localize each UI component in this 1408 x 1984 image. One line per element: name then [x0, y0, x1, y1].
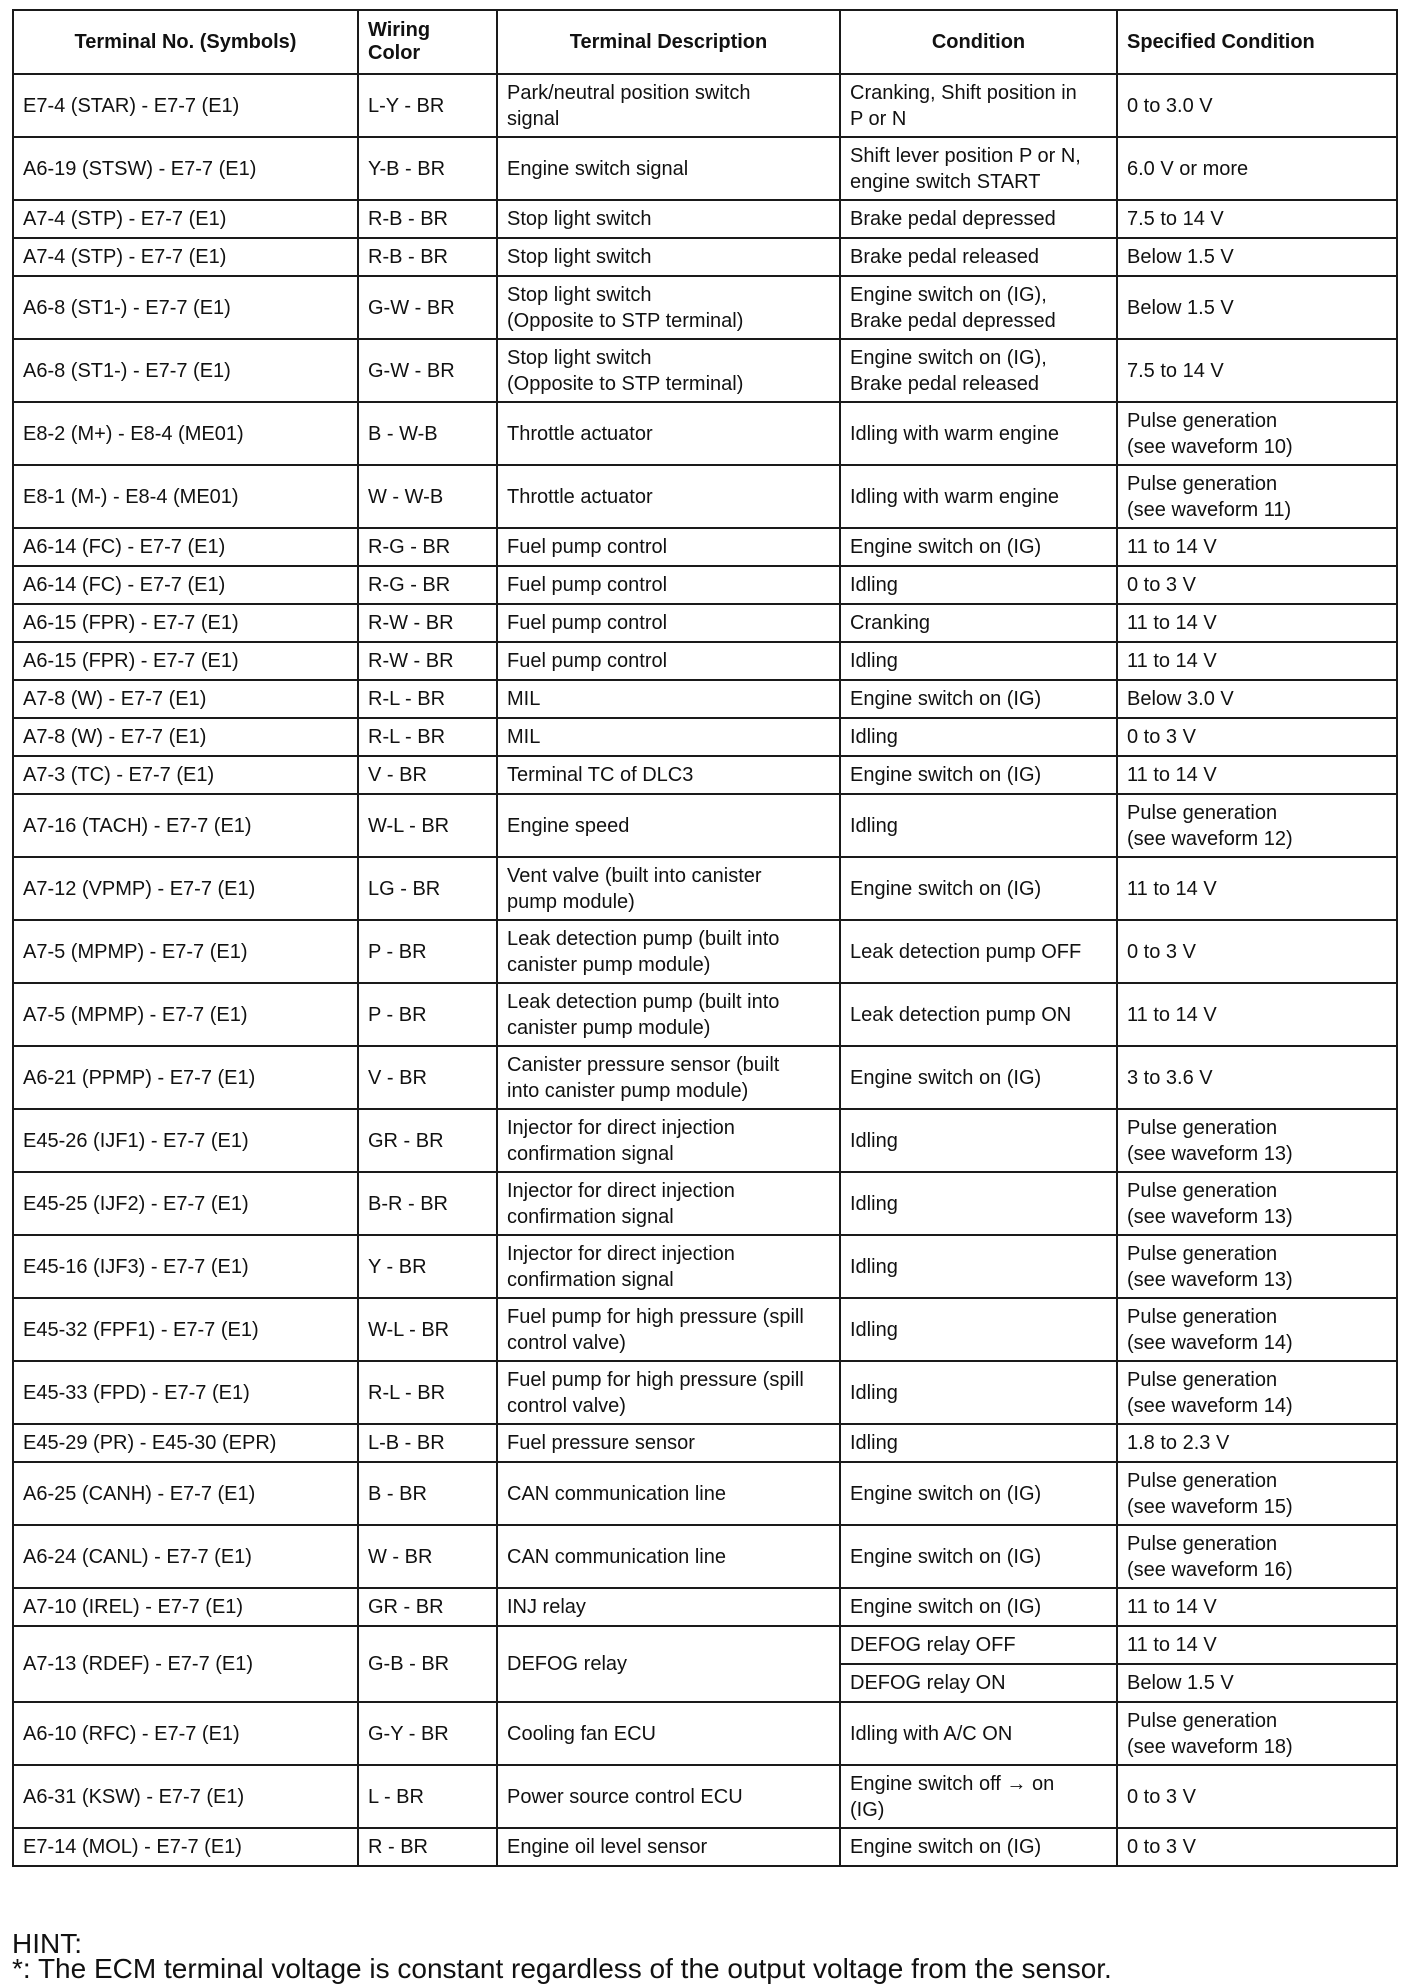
cell-description: Fuel pump control	[497, 566, 840, 604]
cell-condition: Cranking	[840, 604, 1117, 642]
table-row	[13, 1424, 1397, 1462]
cell-wiring: G-W - BR	[358, 339, 497, 402]
table-row	[13, 1298, 1397, 1361]
table-row	[13, 642, 1397, 680]
cell-terminal: A6-15 (FPR) - E7-7 (E1)	[13, 642, 358, 680]
cell-condition: Idling	[840, 566, 1117, 604]
cell-condition: Idling with warm engine	[840, 465, 1117, 528]
table-row	[13, 339, 1397, 402]
cell-specified: 0 to 3 V	[1117, 1828, 1397, 1866]
table-row	[13, 402, 1397, 465]
cell-description: Throttle actuator	[497, 465, 840, 528]
table-row	[13, 1046, 1397, 1109]
cell-wiring: W - BR	[358, 1525, 497, 1588]
cell-terminal: A6-14 (FC) - E7-7 (E1)	[13, 566, 358, 604]
cell-condition: Engine switch on (IG)	[840, 1525, 1117, 1588]
header-description: Terminal Description	[497, 10, 840, 74]
cell-wiring: L - BR	[358, 1765, 497, 1828]
cell-wiring: B - W-B	[358, 402, 497, 465]
cell-description: MIL	[497, 718, 840, 756]
cell-condition: Engine switch off → on (IG)	[840, 1765, 1117, 1828]
cell-terminal: A6-8 (ST1-) - E7-7 (E1)	[13, 339, 358, 402]
header-wiring-color: Wiring Color	[358, 10, 497, 74]
table-row	[13, 238, 1397, 276]
cell-condition: Idling	[840, 1109, 1117, 1172]
table-row	[13, 1765, 1397, 1828]
cell-wiring: R-B - BR	[358, 200, 497, 238]
cell-description: MIL	[497, 680, 840, 718]
table-row	[13, 137, 1397, 200]
cell-terminal: A7-13 (RDEF) - E7-7 (E1)	[13, 1626, 358, 1702]
cell-wiring: R-G - BR	[358, 566, 497, 604]
cell-terminal: E45-33 (FPD) - E7-7 (E1)	[13, 1361, 358, 1424]
cell-specified: 11 to 14 V	[1117, 1588, 1397, 1626]
table-row	[13, 1235, 1397, 1298]
table-row	[13, 983, 1397, 1046]
cell-terminal: A7-3 (TC) - E7-7 (E1)	[13, 756, 358, 794]
cell-wiring: Y-B - BR	[358, 137, 497, 200]
cell-description: Engine switch signal	[497, 137, 840, 200]
cell-condition: Engine switch on (IG)	[840, 1462, 1117, 1525]
cell-wiring: L-Y - BR	[358, 74, 497, 137]
table-row	[13, 1626, 1397, 1664]
cell-wiring: W - W-B	[358, 465, 497, 528]
cell-terminal: E8-1 (M-) - E8-4 (ME01)	[13, 465, 358, 528]
cell-specified: 0 to 3 V	[1117, 1765, 1397, 1828]
cell-wiring: W-L - BR	[358, 1298, 497, 1361]
cell-wiring: G-B - BR	[358, 1626, 497, 1702]
table-row	[13, 200, 1397, 238]
table-row	[13, 604, 1397, 642]
cell-specified: 11 to 14 V	[1117, 642, 1397, 680]
cell-specified: 1.8 to 2.3 V	[1117, 1424, 1397, 1462]
cell-specified: 11 to 14 V	[1117, 1626, 1397, 1664]
cell-description: Injector for direct injection confirmation signal	[497, 1235, 840, 1298]
cell-terminal: A6-21 (PPMP) - E7-7 (E1)	[13, 1046, 358, 1109]
cell-condition: Engine switch on (IG)	[840, 1588, 1117, 1626]
cell-wiring: GR - BR	[358, 1588, 497, 1626]
cell-condition: Idling with warm engine	[840, 402, 1117, 465]
cell-condition: Engine switch on (IG)	[840, 857, 1117, 920]
table-body	[13, 74, 1397, 1866]
cell-specified: Pulse generation (see waveform 13)	[1117, 1172, 1397, 1235]
cell-terminal: A7-5 (MPMP) - E7-7 (E1)	[13, 920, 358, 983]
cell-condition: Shift lever position P or N, engine switch START	[840, 137, 1117, 200]
table-row	[13, 680, 1397, 718]
table-row	[13, 1525, 1397, 1588]
cell-condition: DEFOG relay ON	[840, 1664, 1117, 1702]
cell-condition: Engine switch on (IG), Brake pedal depressed	[840, 276, 1117, 339]
cell-description: DEFOG relay	[497, 1626, 840, 1702]
cell-wiring: R-L - BR	[358, 1361, 497, 1424]
cell-wiring: G-Y - BR	[358, 1702, 497, 1765]
cell-specified: Pulse generation (see waveform 11)	[1117, 465, 1397, 528]
table-row	[13, 794, 1397, 857]
cell-description: Fuel pump control	[497, 642, 840, 680]
cell-description: Cooling fan ECU	[497, 1702, 840, 1765]
cell-specified: 7.5 to 14 V	[1117, 200, 1397, 238]
cell-specified: 0 to 3 V	[1117, 718, 1397, 756]
cell-specified: 3 to 3.6 V	[1117, 1046, 1397, 1109]
cell-specified: 6.0 V or more	[1117, 137, 1397, 200]
table-row	[13, 1462, 1397, 1525]
cell-terminal: A6-10 (RFC) - E7-7 (E1)	[13, 1702, 358, 1765]
cell-specified: Pulse generation (see waveform 15)	[1117, 1462, 1397, 1525]
hint-note: *: The ECM terminal voltage is constant regardless of the output voltage from the sensor.	[12, 1953, 1112, 1984]
cell-terminal: A6-15 (FPR) - E7-7 (E1)	[13, 604, 358, 642]
table-row	[13, 465, 1397, 528]
cell-terminal: A7-10 (IREL) - E7-7 (E1)	[13, 1588, 358, 1626]
cell-specified: Pulse generation (see waveform 14)	[1117, 1298, 1397, 1361]
cell-specified: 11 to 14 V	[1117, 604, 1397, 642]
cell-condition: Idling	[840, 1172, 1117, 1235]
table-header-row	[13, 10, 1397, 74]
cell-condition: Idling	[840, 718, 1117, 756]
cell-wiring: P - BR	[358, 920, 497, 983]
cell-specified: Pulse generation (see waveform 16)	[1117, 1525, 1397, 1588]
cell-wiring: R-L - BR	[358, 680, 497, 718]
cell-terminal: A6-31 (KSW) - E7-7 (E1)	[13, 1765, 358, 1828]
cell-terminal: E7-4 (STAR) - E7-7 (E1)	[13, 74, 358, 137]
table-row	[13, 528, 1397, 566]
cell-description: Power source control ECU	[497, 1765, 840, 1828]
cell-description: Fuel pump for high pressure (spill control valve)	[497, 1298, 840, 1361]
header-specified-condition: Specified Condition	[1117, 10, 1397, 74]
cell-description: Stop light switch (Opposite to STP terminal)	[497, 276, 840, 339]
table-row	[13, 718, 1397, 756]
cell-terminal: A7-8 (W) - E7-7 (E1)	[13, 680, 358, 718]
table-row	[13, 1172, 1397, 1235]
cell-condition: Engine switch on (IG)	[840, 680, 1117, 718]
cell-condition: Engine switch on (IG)	[840, 1046, 1117, 1109]
cell-terminal: A7-4 (STP) - E7-7 (E1)	[13, 238, 358, 276]
header-condition: Condition	[840, 10, 1117, 74]
cell-description: Stop light switch	[497, 238, 840, 276]
cell-condition: Engine switch on (IG)	[840, 528, 1117, 566]
cell-specified: Pulse generation (see waveform 13)	[1117, 1109, 1397, 1172]
cell-description: Throttle actuator	[497, 402, 840, 465]
cell-specified: 7.5 to 14 V	[1117, 339, 1397, 402]
cell-specified: 11 to 14 V	[1117, 857, 1397, 920]
cell-terminal: E45-29 (PR) - E45-30 (EPR)	[13, 1424, 358, 1462]
cell-specified: 0 to 3 V	[1117, 920, 1397, 983]
cell-description: Stop light switch (Opposite to STP terminal)	[497, 339, 840, 402]
cell-wiring: B - BR	[358, 1462, 497, 1525]
cell-terminal: A6-19 (STSW) - E7-7 (E1)	[13, 137, 358, 200]
cell-description: Leak detection pump (built into canister pump module)	[497, 983, 840, 1046]
cell-wiring: P - BR	[358, 983, 497, 1046]
cell-specified: 11 to 14 V	[1117, 983, 1397, 1046]
cell-condition: Cranking, Shift position in P or N	[840, 74, 1117, 137]
table-row	[13, 1702, 1397, 1765]
cell-specified: 11 to 14 V	[1117, 756, 1397, 794]
cell-condition: Idling	[840, 794, 1117, 857]
cell-wiring: R-G - BR	[358, 528, 497, 566]
cell-wiring: Y - BR	[358, 1235, 497, 1298]
table-row	[13, 1361, 1397, 1424]
cell-specified: Pulse generation (see waveform 10)	[1117, 402, 1397, 465]
cell-terminal: A7-5 (MPMP) - E7-7 (E1)	[13, 983, 358, 1046]
ecm-terminal-table	[12, 9, 1398, 1867]
cell-description: Stop light switch	[497, 200, 840, 238]
cell-description: Injector for direct injection confirmation signal	[497, 1109, 840, 1172]
cell-terminal: E45-25 (IJF2) - E7-7 (E1)	[13, 1172, 358, 1235]
cell-description: Fuel pump control	[497, 604, 840, 642]
cell-specified: 0 to 3.0 V	[1117, 74, 1397, 137]
cell-condition: Brake pedal depressed	[840, 200, 1117, 238]
cell-description: Engine speed	[497, 794, 840, 857]
cell-terminal: A7-4 (STP) - E7-7 (E1)	[13, 200, 358, 238]
cell-condition: Idling with A/C ON	[840, 1702, 1117, 1765]
cell-specified: 0 to 3 V	[1117, 566, 1397, 604]
table-row	[13, 756, 1397, 794]
cell-terminal: E8-2 (M+) - E8-4 (ME01)	[13, 402, 358, 465]
cell-terminal: A6-14 (FC) - E7-7 (E1)	[13, 528, 358, 566]
cell-wiring: LG - BR	[358, 857, 497, 920]
cell-wiring: R-B - BR	[358, 238, 497, 276]
cell-specified: Below 1.5 V	[1117, 1664, 1397, 1702]
cell-description: CAN communication line	[497, 1462, 840, 1525]
cell-terminal: E45-32 (FPF1) - E7-7 (E1)	[13, 1298, 358, 1361]
cell-condition: Leak detection pump ON	[840, 983, 1117, 1046]
cell-specified: Pulse generation (see waveform 13)	[1117, 1235, 1397, 1298]
cell-description: Terminal TC of DLC3	[497, 756, 840, 794]
cell-wiring: R - BR	[358, 1828, 497, 1866]
cell-description: Leak detection pump (built into canister pump module)	[497, 920, 840, 983]
table-row	[13, 1588, 1397, 1626]
cell-condition: Idling	[840, 1361, 1117, 1424]
cell-wiring: G-W - BR	[358, 276, 497, 339]
cell-specified: Pulse generation (see waveform 18)	[1117, 1702, 1397, 1765]
cell-description: Injector for direct injection confirmation signal	[497, 1172, 840, 1235]
cell-description: Canister pressure sensor (built into canister pump module)	[497, 1046, 840, 1109]
cell-terminal: A7-8 (W) - E7-7 (E1)	[13, 718, 358, 756]
table-row	[13, 920, 1397, 983]
table-row	[13, 1828, 1397, 1866]
cell-wiring: R-W - BR	[358, 642, 497, 680]
cell-description: Fuel pressure sensor	[497, 1424, 840, 1462]
cell-wiring: L-B - BR	[358, 1424, 497, 1462]
cell-condition: Engine switch on (IG)	[840, 1828, 1117, 1866]
cell-specified: 11 to 14 V	[1117, 528, 1397, 566]
cell-condition: Idling	[840, 1235, 1117, 1298]
cell-wiring: R-L - BR	[358, 718, 497, 756]
table-row	[13, 566, 1397, 604]
cell-condition: DEFOG relay OFF	[840, 1626, 1117, 1664]
table-row	[13, 276, 1397, 339]
cell-condition: Leak detection pump OFF	[840, 920, 1117, 983]
table-row	[13, 74, 1397, 137]
cell-specified: Below 1.5 V	[1117, 238, 1397, 276]
cell-terminal: A7-12 (VPMP) - E7-7 (E1)	[13, 857, 358, 920]
cell-wiring: GR - BR	[358, 1109, 497, 1172]
cell-description: Fuel pump for high pressure (spill control valve)	[497, 1361, 840, 1424]
cell-specified: Pulse generation (see waveform 12)	[1117, 794, 1397, 857]
cell-description: CAN communication line	[497, 1525, 840, 1588]
cell-condition: Idling	[840, 1424, 1117, 1462]
cell-wiring: W-L - BR	[358, 794, 497, 857]
table-row	[13, 1109, 1397, 1172]
cell-terminal: E7-14 (MOL) - E7-7 (E1)	[13, 1828, 358, 1866]
cell-wiring: B-R - BR	[358, 1172, 497, 1235]
cell-terminal: A6-24 (CANL) - E7-7 (E1)	[13, 1525, 358, 1588]
cell-wiring: V - BR	[358, 1046, 497, 1109]
cell-terminal: E45-26 (IJF1) - E7-7 (E1)	[13, 1109, 358, 1172]
cell-condition: Engine switch on (IG), Brake pedal released	[840, 339, 1117, 402]
cell-wiring: V - BR	[358, 756, 497, 794]
cell-description: Park/neutral position switch signal	[497, 74, 840, 137]
cell-condition: Brake pedal released	[840, 238, 1117, 276]
header-terminal: Terminal No. (Symbols)	[13, 10, 358, 74]
cell-description: Fuel pump control	[497, 528, 840, 566]
hint-title: HINT:	[12, 1928, 82, 1959]
cell-terminal: A6-8 (ST1-) - E7-7 (E1)	[13, 276, 358, 339]
cell-specified: Below 1.5 V	[1117, 276, 1397, 339]
cell-terminal: A6-25 (CANH) - E7-7 (E1)	[13, 1462, 358, 1525]
cell-condition: Idling	[840, 642, 1117, 680]
cell-description: Engine oil level sensor	[497, 1828, 840, 1866]
cell-specified: Below 3.0 V	[1117, 680, 1397, 718]
cell-wiring: R-W - BR	[358, 604, 497, 642]
cell-specified: Pulse generation (see waveform 14)	[1117, 1361, 1397, 1424]
table-row	[13, 857, 1397, 920]
cell-terminal: E45-16 (IJF3) - E7-7 (E1)	[13, 1235, 358, 1298]
cell-description: Vent valve (built into canister pump module)	[497, 857, 840, 920]
cell-condition: Idling	[840, 1298, 1117, 1361]
cell-description: INJ relay	[497, 1588, 840, 1626]
cell-condition: Engine switch on (IG)	[840, 756, 1117, 794]
cell-terminal: A7-16 (TACH) - E7-7 (E1)	[13, 794, 358, 857]
